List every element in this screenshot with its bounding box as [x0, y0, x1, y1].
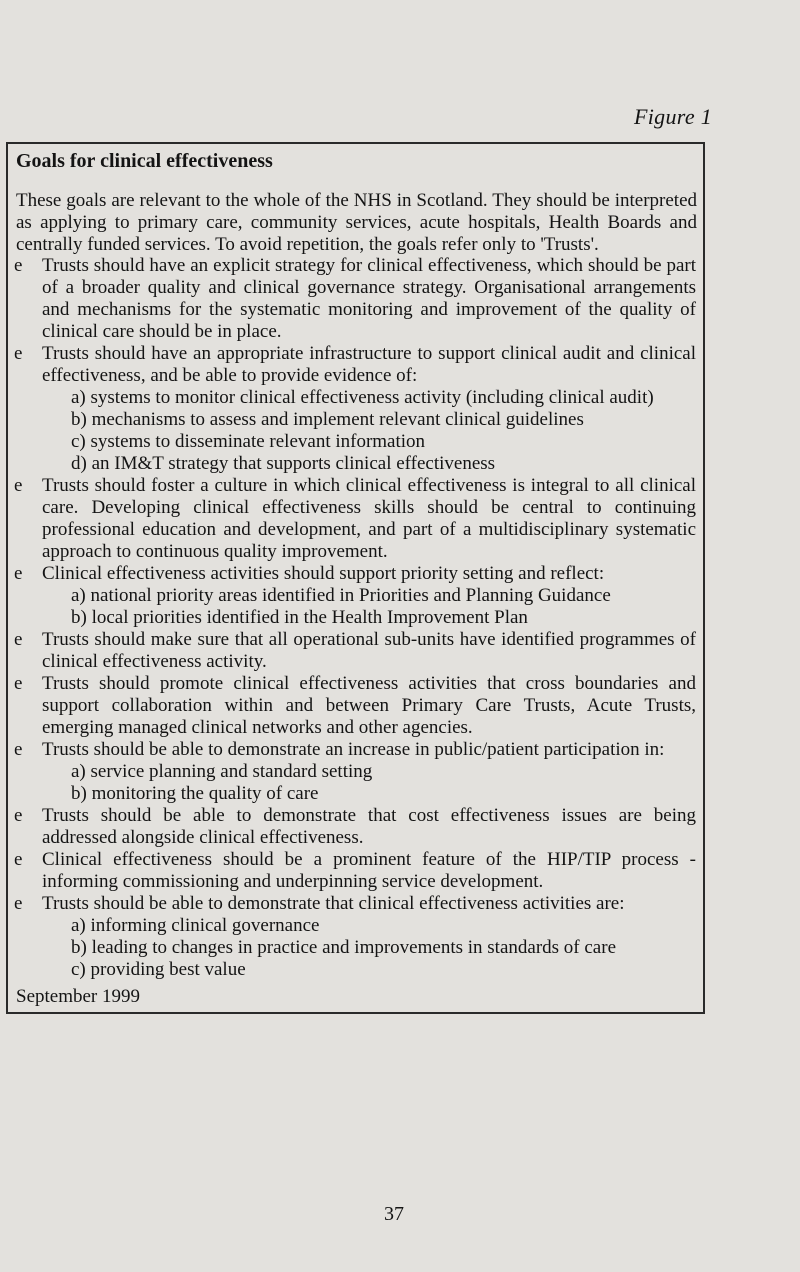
goal-text: Clinical effectiveness should be a prominent feature of the HIP/TIP process - informing commissioning and underpinning service development.: [42, 849, 696, 892]
goal-item: [8, 805, 705, 849]
date-footer: September 1999: [16, 986, 141, 1007]
goal-item: [8, 255, 705, 343]
sub-item: a) informing clinical governance: [71, 915, 320, 936]
intro-paragraph: These goals are relevant to the whole of the NHS in Scotland. They should be interpreted as applying to primary care, community services, acute hospitals, Health Boards and centrally funded services. To avoid repetition, the goals refer only to 'Trusts'.: [16, 190, 697, 255]
goal-item: [8, 343, 705, 475]
sub-item: b) local priorities identified in the Health Improvement Plan: [71, 607, 528, 628]
goal-text: Trusts should be able to demonstrate that cost effectiveness issues are being addressed alongside clinical effectiveness.: [42, 805, 696, 848]
bullet-marker: e: [14, 893, 23, 914]
box-title: Goals for clinical effectiveness: [16, 150, 273, 172]
bullet-marker: e: [14, 343, 23, 364]
goal-text: Trusts should have an appropriate infrastructure to support clinical audit and clinical effectiveness, and be able to provide evidence of:: [42, 343, 696, 386]
bullet-marker: e: [14, 563, 23, 584]
figure-label: Figure 1: [634, 104, 712, 129]
goal-text: Trusts should be able to demonstrate an increase in public/patient participation in:: [42, 739, 665, 760]
bullet-marker: e: [14, 475, 23, 496]
sub-item: a) service planning and standard setting: [71, 761, 373, 782]
bullet-marker: e: [14, 849, 23, 870]
goal-item: [8, 563, 705, 629]
goal-text: Trusts should have an explicit strategy for clinical effectiveness, which should be part of a broader quality and clinical governance strategy. Organisational arrangements and mechanisms for the systematic monitoring and improvement of the quality of clinical care should be in place.: [42, 255, 696, 342]
sub-item: c) systems to disseminate relevant information: [71, 431, 426, 452]
sub-item: b) monitoring the quality of care: [71, 783, 319, 804]
bullet-marker: e: [14, 629, 23, 650]
sub-item: d) an IM&T strategy that supports clinical effectiveness: [71, 453, 496, 474]
goals-list: [8, 255, 705, 981]
sub-item: b) leading to changes in practice and improvements in standards of care: [71, 937, 616, 958]
goal-item: [8, 629, 705, 673]
goal-text: Trusts should be able to demonstrate that clinical effectiveness activities are:: [42, 893, 625, 914]
goal-item: [8, 849, 705, 893]
sub-item: a) national priority areas identified in Priorities and Planning Guidance: [71, 585, 611, 606]
goal-text: Trusts should foster a culture in which clinical effectiveness is integral to all clinical care. Developing clinical effectiveness skills should be central to continuing professional education and development, and part of a multidisciplinary systematic approach to continuous quality improvement.: [42, 475, 696, 562]
goal-item: [8, 893, 705, 981]
sub-item: b) mechanisms to assess and implement relevant clinical guidelines: [71, 409, 584, 430]
goal-text: Clinical effectiveness activities should support priority setting and reflect:: [42, 563, 605, 584]
bullet-marker: e: [14, 805, 23, 826]
goal-item: [8, 475, 705, 563]
goal-text: Trusts should make sure that all operational sub-units have identified programmes of clinical effectiveness activity.: [42, 629, 696, 672]
bullet-marker: e: [14, 673, 23, 694]
goal-item: [8, 739, 705, 805]
goal-text: Trusts should promote clinical effectiveness activities that cross boundaries and support collaboration within and between Primary Care Trusts, Acute Trusts, emerging managed clinical networks and other agencies.: [42, 673, 696, 738]
goals-box: [6, 142, 705, 1014]
sub-item: c) providing best value: [71, 959, 246, 980]
bullet-marker: e: [14, 255, 23, 276]
sub-item: a) systems to monitor clinical effectiveness activity (including clinical audit): [71, 387, 654, 408]
page-number: 37: [384, 1203, 404, 1225]
goal-item: [8, 673, 705, 739]
bullet-marker: e: [14, 739, 23, 760]
